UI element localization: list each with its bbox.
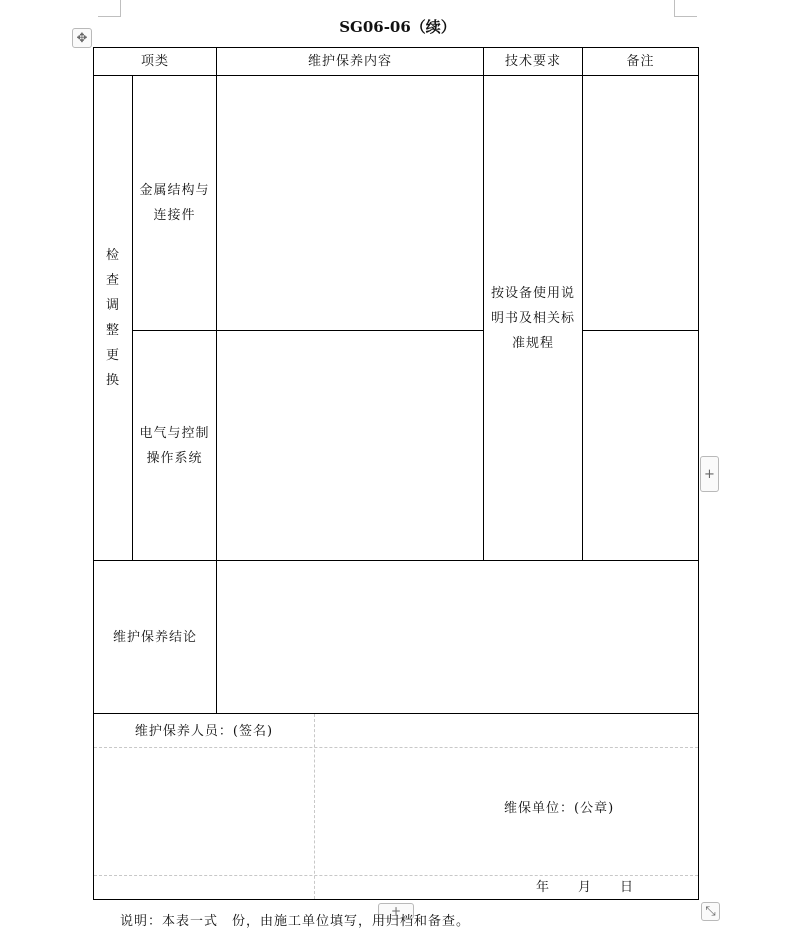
tech-requirement-text (484, 76, 582, 560)
content-cell-electrical-control[interactable] (217, 331, 483, 560)
plus-icon: + (390, 904, 402, 918)
footnote-text-before: 说明：本表一式 份，由施工单位填写，用 (120, 914, 387, 929)
page-corner-top-right (674, 0, 697, 17)
signature-dashed-divider (314, 714, 315, 899)
date-month-label: 月 (578, 880, 592, 895)
content-cell-metal-structure[interactable] (217, 76, 483, 330)
signature-dashed-rule-top (94, 747, 698, 748)
item-electrical-control-line1: 电气与控制 (139, 425, 210, 441)
date-year-label: 年 (536, 880, 550, 895)
signature-dashed-rule-bottom (94, 875, 698, 876)
tech-line2: 明书及相关标 (490, 310, 575, 326)
tech-line1: 按设备使用说 (490, 285, 575, 301)
move-icon: ✥ (76, 30, 88, 46)
conclusion-content-cell[interactable] (217, 561, 698, 713)
group-label-char: 换 (105, 373, 120, 388)
header-remarks: 备注 (626, 54, 655, 69)
item-metal-structure-line1: 金属结构与 (139, 183, 210, 198)
group-label-char: 查 (105, 273, 120, 288)
personnel-signature-label: 维护保养人员：(签名) (134, 723, 274, 739)
group-label-char: 检 (105, 248, 120, 263)
conclusion-label: 维护保养结论 (112, 629, 197, 645)
group-label-char: 更 (105, 348, 120, 363)
maintenance-unit-seal-label: 维保单位：(公章) (504, 801, 615, 816)
resize-icon: ⤡ (705, 904, 716, 919)
item-electrical-control-line2: 操作系统 (146, 450, 203, 466)
table-move-handle[interactable] (72, 28, 92, 48)
header-content: 维护保养内容 (307, 54, 392, 69)
remark-cell-electrical-control[interactable] (583, 331, 698, 560)
header-tech-requirements: 技术要求 (504, 54, 561, 69)
footnote (120, 910, 470, 929)
group-label-char: 整 (105, 323, 120, 338)
plus-icon: + (704, 466, 715, 482)
group-label-char: 调 (105, 298, 120, 313)
table-resize-handle[interactable] (701, 902, 720, 921)
date-day-label: 日 (620, 880, 634, 895)
group-label-inspect-adjust-replace (94, 76, 132, 560)
page-corner-top-left (98, 0, 121, 17)
remark-cell-metal-structure[interactable] (583, 76, 698, 330)
item-metal-structure-line2: 连接件 (153, 208, 196, 223)
header-category: 项类 (140, 54, 169, 69)
table-border-bottom (93, 899, 699, 900)
add-column-button[interactable] (700, 456, 719, 492)
footnote-text-after: 归档和备查。 (386, 914, 471, 929)
item-metal-structure (133, 76, 216, 330)
item-electrical-control (133, 331, 216, 560)
document-title: SG06-06（续） (339, 18, 456, 36)
tech-line3: 准规程 (511, 335, 554, 351)
table-border-right (698, 47, 699, 900)
conclusion-bottom-rule (93, 713, 699, 714)
